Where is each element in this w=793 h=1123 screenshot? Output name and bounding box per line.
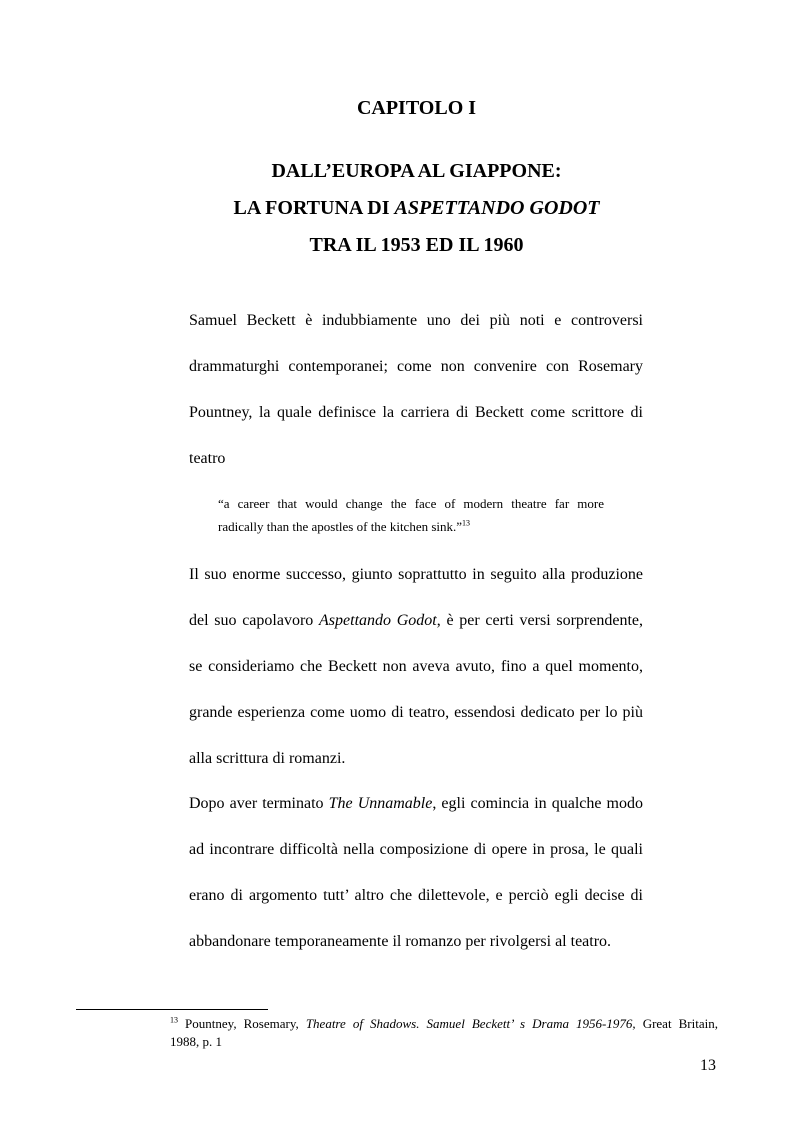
footnote	[170, 1015, 718, 1051]
paragraph-3-line-2: ad incontrare difficoltà nella composizione di opere in prosa, le quali	[189, 841, 643, 858]
footnote-book-title: Theatre of Shadows. Samuel Beckett’ s Drama 1956-1976,	[305, 1016, 636, 1031]
paragraph-3-line-1	[189, 781, 643, 827]
paragraph-1-line-4: teatro	[189, 450, 226, 467]
paragraph-1	[189, 298, 643, 482]
paragraph-3-line-1-prefix: Dopo aver terminato	[189, 795, 329, 812]
paragraph-2-line-3: se consideriamo che Beckett non aveva avuto, fino a quel momento,	[189, 658, 643, 675]
footnote-line-2: 1988, p. 1	[170, 1034, 222, 1049]
paragraph-1-line-1: Samuel Beckett è indubbiamente uno dei più noti e controversi	[189, 312, 643, 329]
novel-title-italic: The Unnamable	[328, 795, 433, 812]
block-quote-line-2	[218, 515, 604, 538]
paragraph-2-line-1: Il suo enorme successo, giunto soprattutto in seguito alla produzione	[189, 566, 643, 583]
chapter-title-work-title: ASPETTANDO GODOT	[394, 197, 600, 219]
paragraph-2-line-5: alla scrittura di romanzi.	[189, 750, 346, 767]
paragraph-3-line-3: erano di argomento tutt’ altro che dilettevole, e perciò egli decise di	[189, 887, 643, 904]
footnote-reference[interactable]: 13	[462, 518, 471, 528]
work-title-italic: Aspettando Godot	[319, 612, 437, 629]
paragraph-3-line-1-suffix: , egli comincia in qualche modo	[432, 795, 643, 812]
paragraph-1-line-3: Pountney, la quale definisce la carriera di Beckett come scrittore di	[189, 404, 643, 421]
paragraph-3	[189, 781, 643, 965]
block-quote-line-2-text: radically than the apostles of the kitchen sink.”	[218, 519, 463, 534]
footnote-divider	[76, 1009, 268, 1010]
paragraph-2-line-2	[189, 598, 643, 644]
paragraph-2-line-2-suffix: , è per certi versi sorprendente,	[436, 612, 644, 629]
footnote-number: 13	[170, 1015, 178, 1025]
paragraph-2-line-2-prefix: del suo capolavoro	[189, 612, 320, 629]
page-number: 13	[700, 1057, 716, 1074]
paragraph-3-line-4: abbandonare temporaneamente il romanzo per rivolgersi al teatro.	[189, 933, 612, 950]
chapter-title-line-2-prefix: LA FORTUNA DI	[233, 197, 395, 219]
block-quote	[218, 492, 604, 538]
footnote-line-1	[170, 1015, 718, 1033]
chapter-title-line-1: DALL’EUROPA AL GIAPPONE:	[271, 160, 562, 182]
chapter-title-line-2	[20, 196, 793, 220]
chapter-label: CAPITOLO I	[356, 97, 477, 119]
block-quote-line-1: “a career that would change the face of modern theatre far more	[218, 496, 604, 511]
paragraph-2	[189, 552, 643, 782]
chapter-title-line-3: TRA IL 1953 ED IL 1960	[309, 234, 524, 256]
paragraph-1-line-2: drammaturghi contemporanei; come non convenire con Rosemary	[189, 358, 643, 375]
paragraph-2-line-4: grande esperienza come uomo di teatro, essendosi dedicato per lo più	[189, 704, 643, 721]
footnote-author: Pountney, Rosemary,	[178, 1016, 306, 1031]
footnote-publisher: Great Britain,	[635, 1016, 718, 1031]
